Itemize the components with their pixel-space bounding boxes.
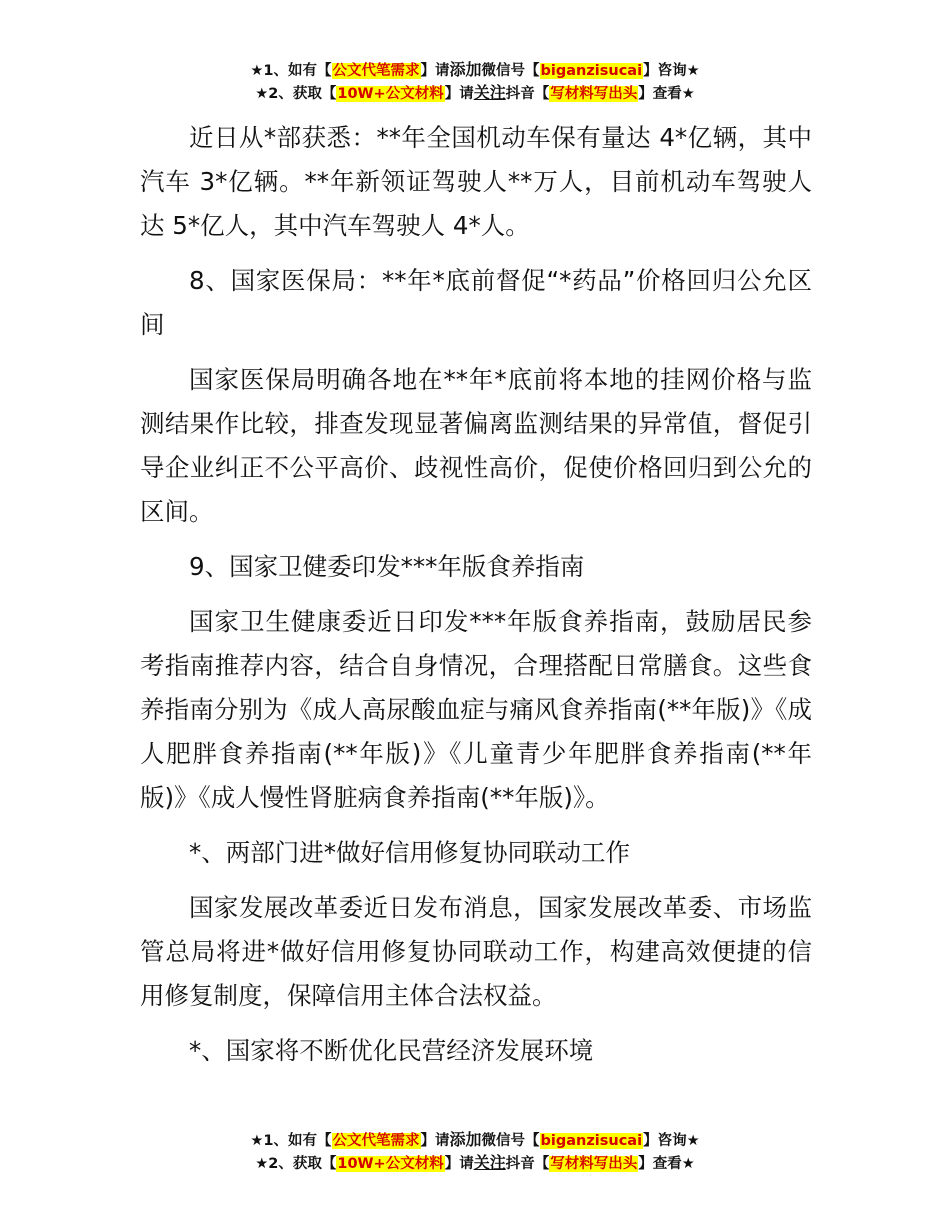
banner-line-2: ★2、获取【10W+公文材料】请关注抖音【写材料写出头】查看★: [255, 1153, 695, 1172]
banner-line-1: ★1、如有【公文代笔需求】请添加微信号【biganzisucai】咨询★: [250, 1130, 700, 1149]
section-heading: *、国家将不断优化民营经济发展环境: [189, 1036, 594, 1065]
section-heading: 8、国家医保局：**年*底前督促“*药品”价格回归公允区间: [140, 266, 812, 339]
header-banner: [0, 59, 950, 105]
section-heading: 9、国家卫健委印发***年版食养指南: [189, 552, 585, 581]
highlight-materials: 10W+公文材料: [337, 86, 444, 102]
highlight-service: 公文代笔需求: [332, 1133, 420, 1149]
highlight-wechat-id: biganzisucai: [540, 1133, 643, 1149]
body-paragraph: 近日从*部获悉：**年全国机动车保有量达 4*亿辆，其中汽车 3*亿辆。**年新领证驾驶人**万人，目前机动车驾驶人达 5*亿人，其中汽车驾驶人 4*人。: [140, 123, 812, 240]
highlight-materials: 10W+公文材料: [337, 1156, 444, 1172]
banner-line-1: ★1、如有【公文代笔需求】请添加微信号【biganzisucai】咨询★: [250, 60, 700, 79]
body-paragraph: 国家卫生健康委近日印发***年版食养指南，鼓励居民参考指南推荐内容，结合自身情况，合理搭配日常膳食。这些食养指南分别为《成人高尿酸血症与痛风食养指南(**年版)》《成人肥胖食养指南(**年版)》《儿童青少年肥胖食养指南(**年版)》《成人慢性肾脏病食养指南(**年版)》。: [140, 607, 812, 812]
body-paragraph: 国家发展改革委近日发布消息，国家发展改革委、市场监管总局将进*做好信用修复协同联动工作，构建高效便捷的信用修复制度，保障信用主体合法权益。: [140, 893, 812, 1010]
footer-banner: [0, 1129, 950, 1175]
banner-line-2: ★2、获取【10W+公文材料】请关注抖音【写材料写出头】查看★: [255, 83, 695, 102]
highlight-douyin-id: 写材料写出头: [550, 86, 638, 102]
document-body: [140, 116, 812, 1084]
highlight-service: 公文代笔需求: [332, 63, 420, 79]
highlight-wechat-id: biganzisucai: [540, 63, 643, 79]
highlight-douyin-id: 写材料写出头: [550, 1156, 638, 1172]
section-heading: *、两部门进*做好信用修复协同联动工作: [189, 838, 630, 867]
body-paragraph: 国家医保局明确各地在**年*底前将本地的挂网价格与监测结果作比较，排查发现显著偏离监测结果的异常值，督促引导企业纠正不公平高价、歧视性高价，促使价格回归到公允的区间。: [140, 365, 812, 526]
